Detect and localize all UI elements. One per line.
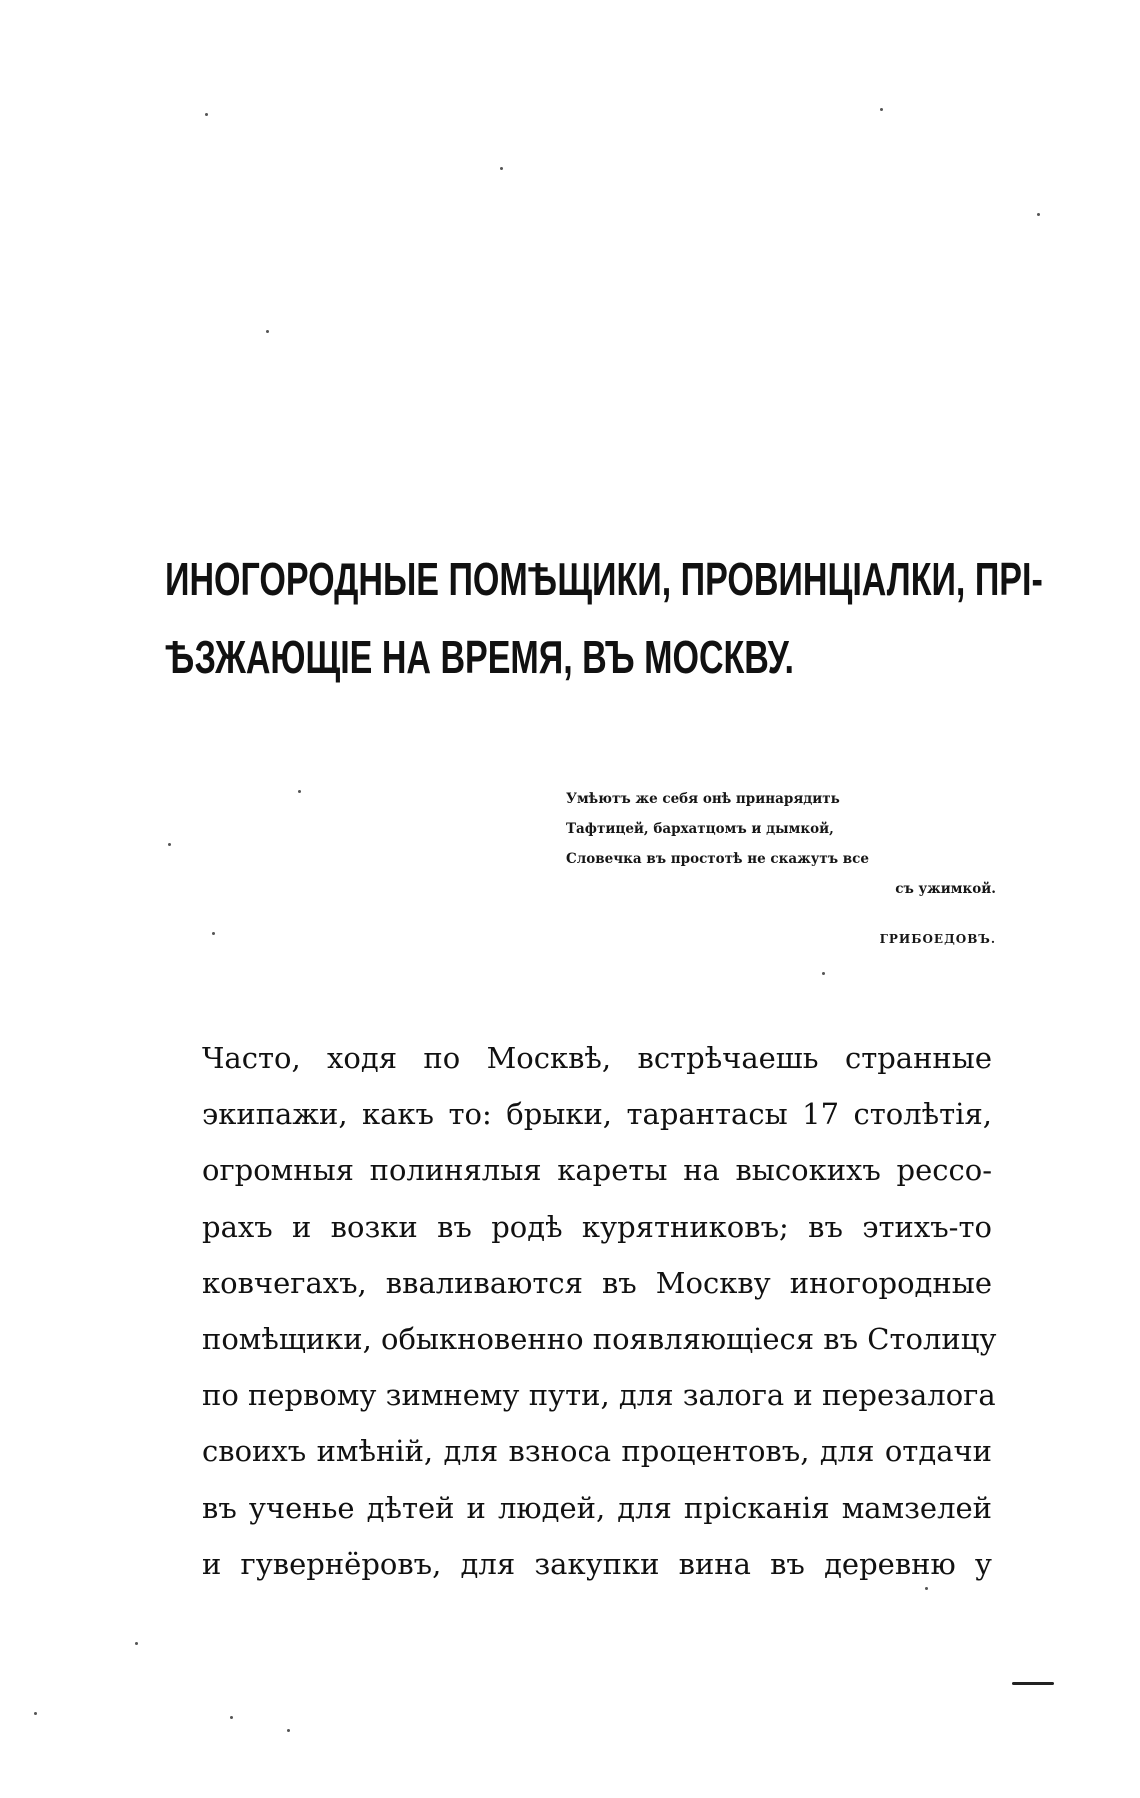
scan-speck — [1037, 213, 1040, 216]
body-line: экипажи, какъ то: брыки, тарантасы 17 столѣтія, — [202, 1097, 992, 1132]
scan-speck — [880, 108, 883, 111]
scan-speck — [298, 790, 301, 793]
body-line: ковчегахъ, вваливаются въ Москву иногородные — [202, 1265, 992, 1300]
body-line: по первому зимнему пути, для залога и перезалога — [202, 1378, 996, 1413]
chapter-title — [165, 540, 1043, 696]
body-paragraph — [202, 1030, 997, 1592]
scan-speck — [135, 1642, 138, 1645]
scan-speck — [266, 330, 269, 333]
body-line: своихъ имѣній, для взноса процентовъ, для отдачи — [202, 1434, 992, 1469]
scan-speck — [822, 972, 825, 975]
epigraph-line: Тафтицей, бархатцомъ и дымкой, — [566, 821, 834, 837]
epigraph-line: Умѣютъ же себя онѣ принарядить — [566, 791, 840, 807]
scan-speck — [287, 1729, 290, 1732]
body-line: помѣщики, обыкновенно появляющіеся въ Столицу — [202, 1322, 997, 1357]
scan-speck — [500, 167, 503, 170]
body-line: огромныя полинялыя кареты на высокихъ рессо- — [202, 1153, 992, 1188]
epigraph-author: ГРИБОЕДОВЪ. — [879, 932, 996, 946]
scan-speck — [205, 113, 208, 116]
body-line: рахъ и возки въ родѣ курятниковъ; въ этихъ-то — [202, 1209, 992, 1244]
epigraph-line: Словечка въ простотѣ не скажутъ все — [566, 851, 869, 867]
scan-speck — [925, 1587, 928, 1590]
scan-speck — [212, 932, 215, 935]
chapter-title-line-1: ИНОГОРОДНЫЕ ПОМѢЩИКИ, ПРОВИНЦІАЛКИ, ПРІ- — [165, 553, 1043, 605]
scan-mark — [1012, 1682, 1054, 1685]
scan-speck — [34, 1712, 37, 1715]
scan-speck — [168, 843, 171, 846]
scan-speck — [230, 1716, 233, 1719]
body-line: и гувернёровъ, для закупки вина въ деревню у — [202, 1546, 992, 1581]
chapter-title-line-2: ѢЗЖАЮЩІЕ НА ВРЕМЯ, ВЪ МОСКВУ. — [165, 631, 794, 683]
body-line: въ ученье дѣтей и людей, для прісканія мамзелей — [202, 1490, 992, 1525]
epigraph — [566, 784, 996, 954]
epigraph-line: съ ужимкой. — [895, 881, 996, 897]
body-line: Часто, ходя по Москвѣ, встрѣчаешь странные — [202, 1041, 992, 1075]
